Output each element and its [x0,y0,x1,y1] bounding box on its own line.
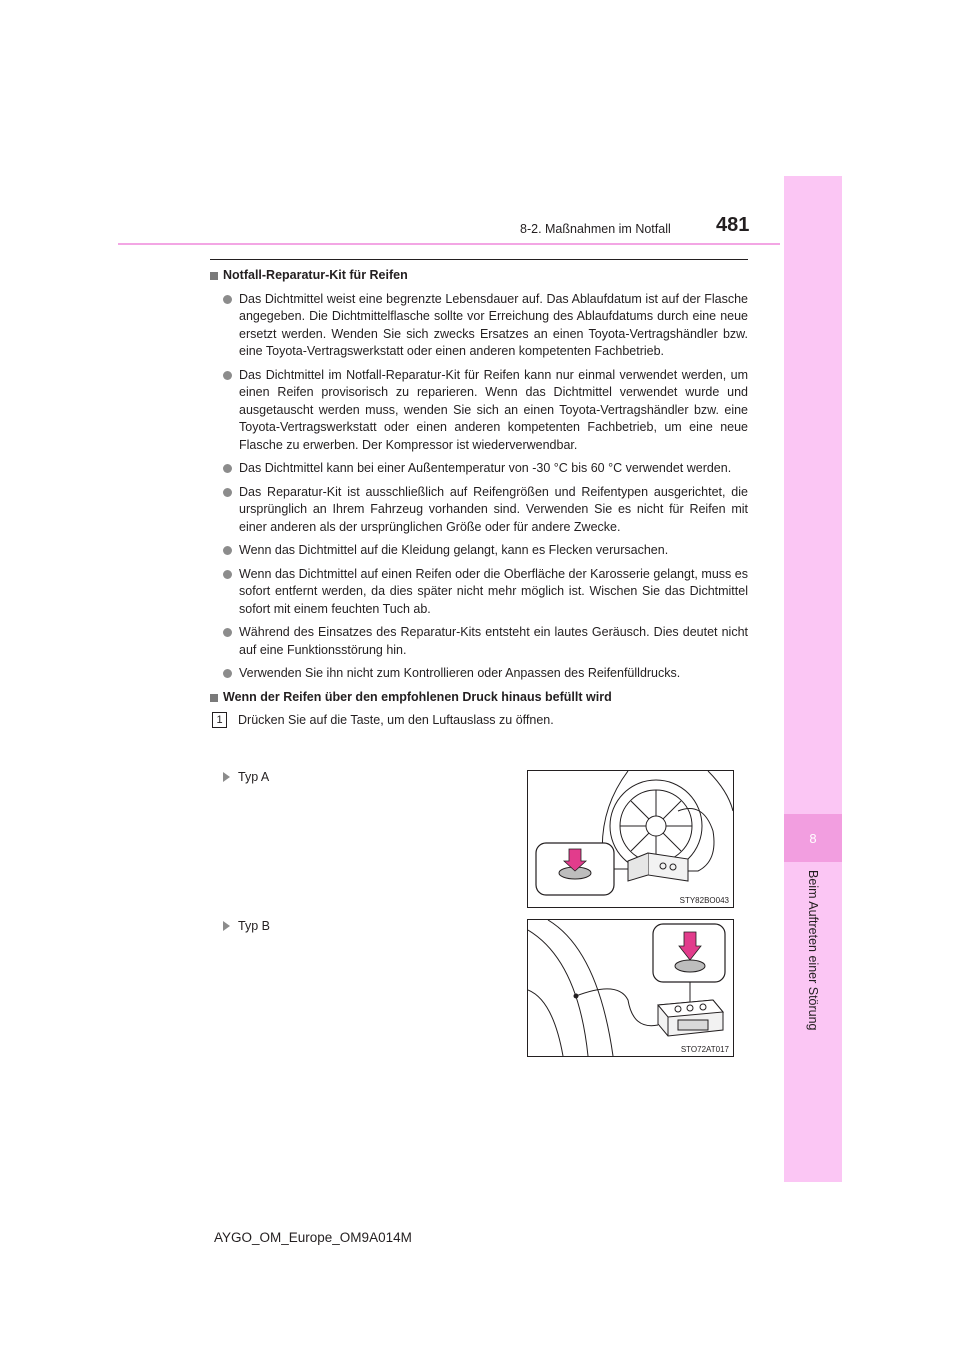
chapter-number-tab: 8 [784,814,842,862]
list-item: Das Reparatur-Kit ist ausschließlich auf Reifengrößen und Reifentypen ausgerichtet, die ursprünglich an Ihrem Fahrzeug vorhanden sind. Verwenden Sie es nicht für Reifen mit einer anderen als der ursprünglichen Größe oder für andere Zwecke. [222,484,748,537]
figure-type-b [527,919,734,1057]
type-a-text: Typ A [238,770,270,784]
step-number-box: 1 [212,712,227,728]
type-b-label [223,919,270,933]
figure-a-inset [536,843,628,895]
main-content [210,267,748,738]
type-a-label [223,770,269,784]
figure-b-inset [653,924,725,1002]
figure-a-code: STY82BO043 [679,896,729,905]
list-item: Wenn das Dichtmittel auf die Kleidung gelangt, kann es Flecken verursachen. [222,542,748,560]
step-text: Drücken Sie auf die Taste, um den Luftauslass zu öffnen. [238,713,554,727]
list-item: Das Dichtmittel weist eine begrenzte Lebensdauer auf. Das Ablaufdatum ist auf der Flasche angegeben. Die Dichtmittelflasche sollte vor Erreichung des Ablaufdatums durch eine neue ersetzt werden. Wenden Sie sich zwecks Ersatzes an einen Toyota-Vertragshändler bzw. eine Toyota-Vertragswerkstatt oder einen anderen kompetenten Fachbetrieb. [222,291,748,361]
section-heading-kit: Notfall-Reparatur-Kit für Reifen [210,267,748,285]
type-b-text: Typ B [238,919,270,933]
footer-doc-id: AYGO_OM_Europe_OM9A014M [214,1230,412,1245]
header-section-title: 8-2. Maßnahmen im Notfall [520,222,671,236]
figure-b-code: STO72AT017 [680,1045,729,1054]
section-heading-overpressure: Wenn der Reifen über den empfohlenen Druck hinaus befüllt wird [210,689,748,707]
chapter-title-text: Beim Auftreten einer Störung [806,870,820,1031]
header-divider [118,243,780,245]
list-item: Das Dichtmittel kann bei einer Außentemperatur von -30 °C bis 60 °C verwendet werden. [222,460,748,478]
chapter-title-vertical [784,870,842,1160]
figure-a-illustration [528,771,733,907]
step-1 [210,712,748,730]
content-divider [210,259,748,260]
list-item: Während des Einsatzes des Reparatur-Kits entsteht ein lautes Geräusch. Dies deutet nicht auf eine Funktionsstörung hin. [222,624,748,659]
figure-b-illustration [528,920,733,1056]
arrow-right-icon [223,772,230,782]
list-item: Verwenden Sie ihn nicht zum Kontrollieren oder Anpassen des Reifenfülldrucks. [222,665,748,683]
figure-type-a [527,770,734,908]
list-item: Das Dichtmittel im Notfall-Reparatur-Kit für Reifen kann nur einmal verwendet werden, um einen Reifen provisorisch zu reparieren. Wenn das Dichtmittel verwendet wurde und ausgetauscht werden muss, wenden Sie sich an einen Toyota-Vertragshändler bzw. eine Toyota-Vertragswerkstatt oder einen anderen kompetenten Fachbetrieb, um eine neue Flasche zu erwerben. Der Kompressor ist wiederverwendbar. [222,367,748,455]
list-item: Wenn das Dichtmittel auf einen Reifen oder die Oberfläche der Karosserie gelangt, muss es sofort entfernt werden, da dies später nicht mehr möglich ist. Wischen Sie das Dichtmittel sofort mit einem feuchten Tuch ab. [222,566,748,619]
arrow-right-icon [223,921,230,931]
page-number: 481 [716,214,750,236]
